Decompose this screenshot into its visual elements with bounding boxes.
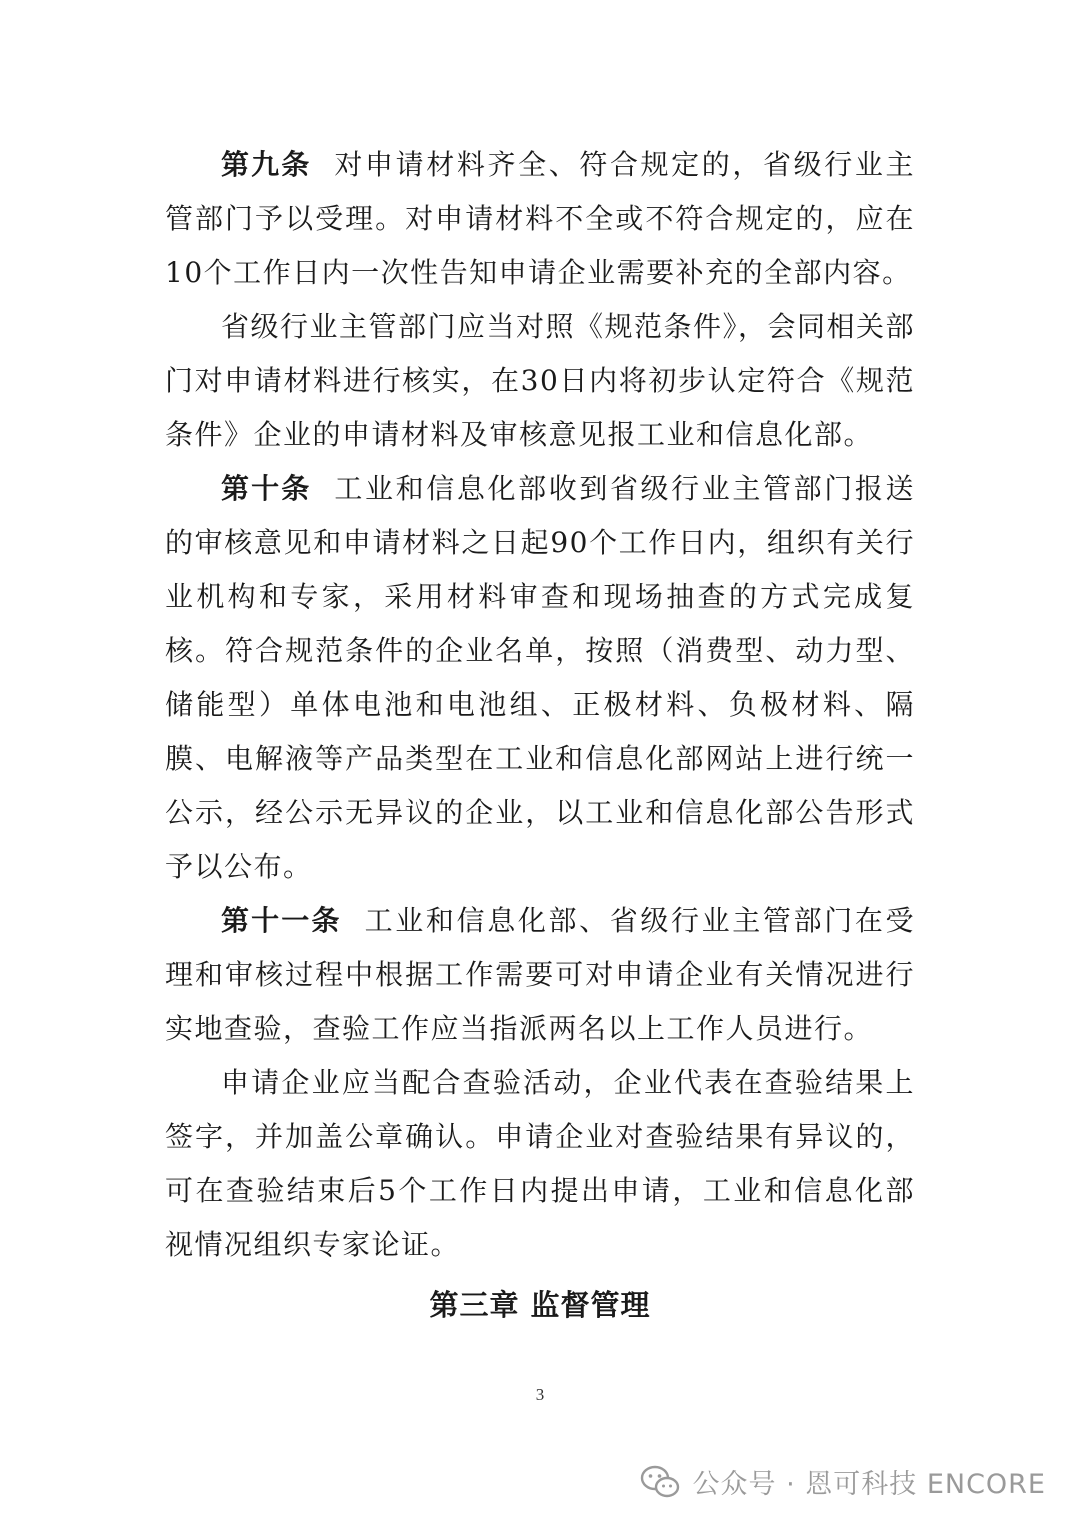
- article-title: 第九条: [221, 148, 312, 181]
- watermark-text: 公众号 · 恩可科技 ENCORE: [692, 1469, 1046, 1500]
- article-11-paragraph-2: [165, 1056, 915, 1272]
- article-9-paragraph-2: [165, 300, 915, 462]
- article-11: [165, 894, 915, 1056]
- article-text: 工业和信息化部、省级行业主管部门在受理和审核过程中根据工作需要可对申请企业有关情况进行实地查验，查验工作应当指派两名以上工作人员进行。: [165, 904, 915, 1045]
- article-9: [165, 138, 915, 300]
- chapter-heading: 第三章 监督管理: [429, 1288, 651, 1322]
- wechat-icon: [640, 1465, 680, 1499]
- article-text: 对申请材料齐全、符合规定的，省级行业主管部门予以受理。对申请材料不全或不符合规定的，应在10个工作日内一次性告知申请企业需要补充的全部内容。: [165, 148, 915, 289]
- document-body: [165, 138, 915, 1272]
- page-number: 3: [535, 1385, 545, 1404]
- article-title: 第十一条: [221, 904, 342, 937]
- article-10: [165, 462, 915, 894]
- article-text: 省级行业主管部门应当对照《规范条件》，会同相关部门对申请材料进行核实，在30日内将初步认定符合《规范条件》企业的申请材料及审核意见报工业和信息化部。: [165, 310, 916, 451]
- watermark: [640, 1462, 1046, 1501]
- article-text: 工业和信息化部收到省级行业主管部门报送的审核意见和申请材料之日起90个工作日内，组织有关行业机构和专家，采用材料审查和现场抽查的方式完成复核。符合规范条件的企业名单，按照（消费型、动力型、储能型）单体电池和电池组、正极材料、负极材料、隔膜、电解液等产品类型在工业和信息化部网站上进行统一公示，经公示无异议的企业，以工业和信息化部公告形式予以公布。: [165, 472, 915, 883]
- article-title: 第十条: [221, 472, 312, 505]
- article-text: 申请企业应当配合查验活动，企业代表在查验结果上签字，并加盖公章确认。申请企业对查验结果有异议的，可在查验结束后5个工作日内提出申请，工业和信息化部视情况组织专家论证。: [165, 1066, 915, 1261]
